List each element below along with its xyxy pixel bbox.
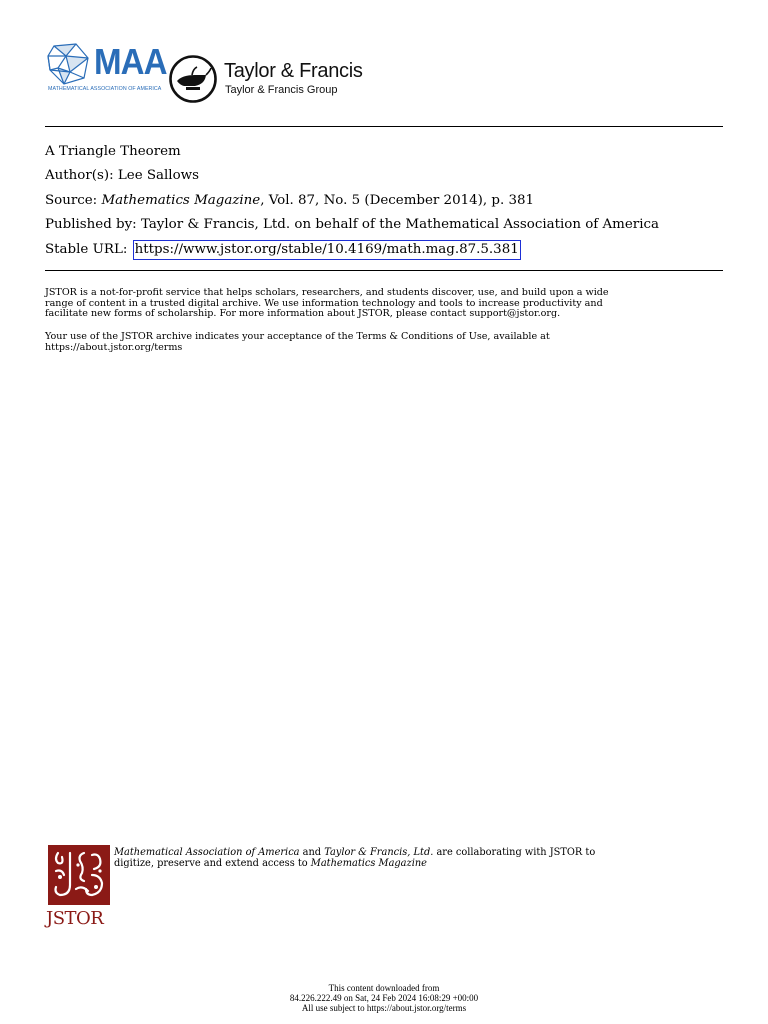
collab-text-2: digitize, preserve and extend access to	[114, 858, 311, 869]
maa-logo-text: MAA	[94, 41, 167, 82]
terms-notice	[45, 332, 725, 353]
collaboration-line-2	[114, 858, 734, 869]
article-stable-url	[45, 243, 521, 256]
jstor-notice	[45, 288, 725, 320]
maa-logo-subtext: MATHEMATICAL ASSOCIATION OF AMERICA	[48, 86, 162, 92]
collab-and: and	[299, 847, 325, 858]
source-details: , Vol. 87, No. 5 (December 2014), p. 381	[260, 193, 535, 208]
terms-notice-line: Your use of the JSTOR archive indicates your acceptance of the Terms & Conditions of Use, available at	[45, 331, 550, 342]
authors-label: Author(s):	[45, 168, 114, 183]
jstor-notice-line: JSTOR is a not-for-profit service that helps scholars, researchers, and students discover, use, and build upon a wide	[45, 287, 609, 298]
source-journal: Mathematics Magazine	[101, 193, 261, 208]
collab-journal: Mathematics Magazine	[310, 858, 427, 869]
top-divider	[45, 126, 723, 127]
authors-value: Lee Sallows	[117, 168, 199, 183]
terms-link[interactable]: https://about.jstor.org/terms	[45, 341, 183, 353]
collab-text-1: are collaborating with JSTOR to	[433, 847, 596, 858]
article-publisher	[45, 218, 659, 231]
taylor-francis-group: Taylor & Francis Group	[225, 84, 338, 96]
stable-url-label: Stable URL:	[45, 242, 128, 257]
download-footer	[0, 983, 768, 1013]
collaboration-line-1	[114, 847, 734, 858]
footer-line-3: All use subject to https://about.jstor.org/terms	[301, 1003, 467, 1013]
jstor-notice-line: range of content in a trusted digital archive. We use information technology and tools to increase productivity and	[45, 297, 603, 309]
maa-polyhedron-icon	[46, 42, 92, 86]
published-label: Published by:	[45, 217, 137, 232]
collab-org-tf: Taylor & Francis, Ltd.	[324, 847, 434, 858]
taylor-francis-lamp-icon	[168, 54, 218, 104]
publisher-logos	[46, 42, 386, 106]
article-authors	[45, 169, 199, 182]
taylor-francis-name: Taylor & Francis	[224, 60, 363, 82]
middle-divider	[45, 270, 723, 271]
stable-url-link[interactable]: https://www.jstor.org/stable/10.4169/math.mag.87.5.381	[133, 240, 521, 260]
footer-line-2: 84.226.222.49 on Sat, 24 Feb 2024 16:08:29 +00:00	[289, 993, 479, 1003]
collaboration-statement	[114, 847, 734, 869]
maa-logo	[46, 41, 167, 98]
collab-org-maa: Mathematical Association of America	[114, 847, 300, 858]
footer-line-1: This content downloaded from	[328, 983, 440, 993]
source-label: Source:	[45, 193, 98, 208]
jstor-emblem-icon	[48, 845, 112, 909]
published-value: Taylor & Francis, Ltd. on behalf of the Mathematical Association of America	[140, 217, 659, 232]
article-source	[45, 194, 534, 207]
article-title: A Triangle Theorem	[45, 144, 181, 159]
jstor-notice-line: facilitate new forms of scholarship. For more information about JSTOR, please contact support@jstor.org.	[45, 308, 561, 320]
jstor-logo-text: JSTOR	[46, 908, 104, 929]
